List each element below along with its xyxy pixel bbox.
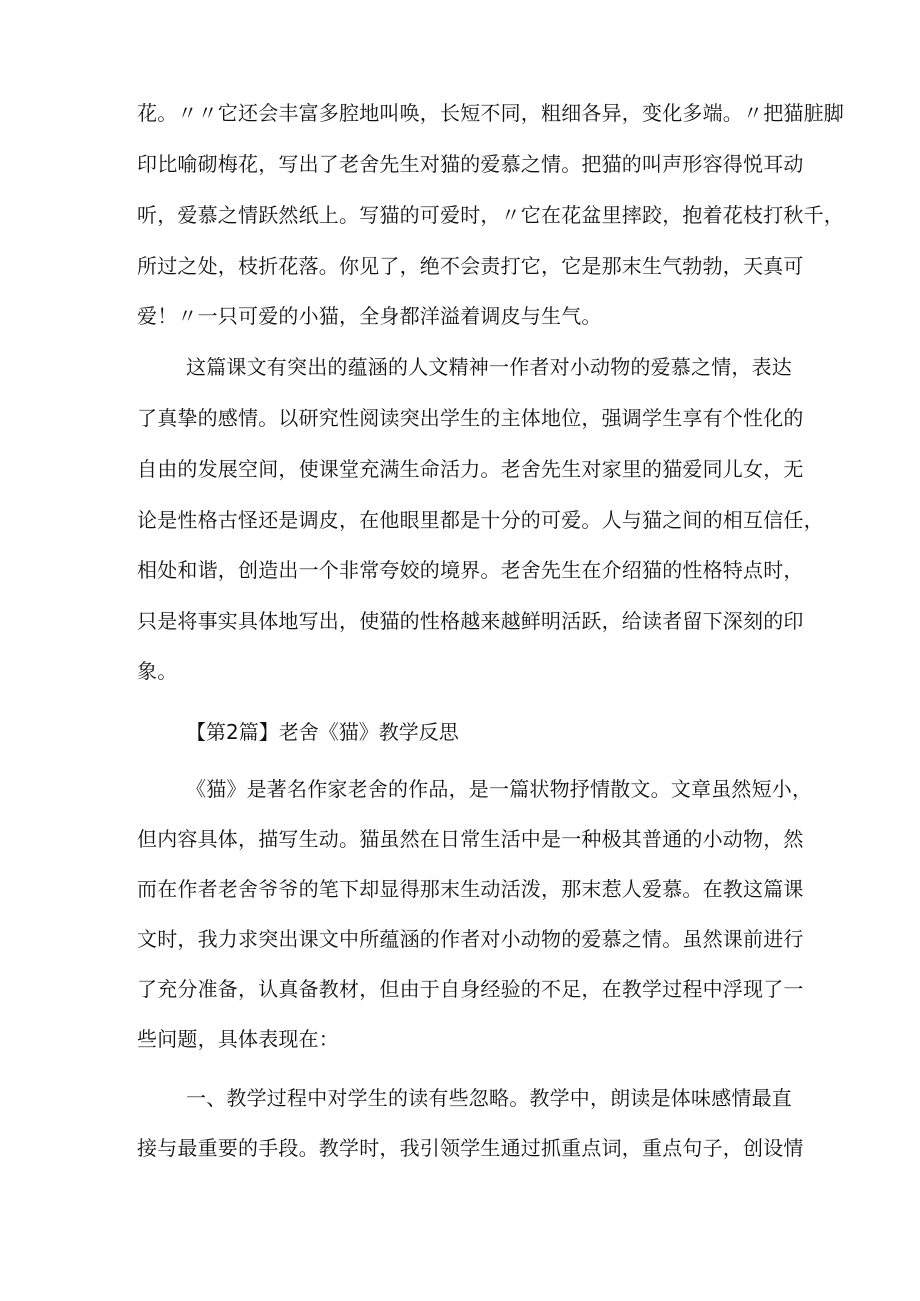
section-heading: 【第2篇】老舍《猫》教学反思 — [186, 720, 459, 744]
paragraph-1-line-3: 听，爱慕之情跃然纸上。写猫的可爱时，〃它在花盆里摔跤，抱着花枝打秋千， — [137, 203, 844, 227]
paragraph-1-line-2: 印比喻砌梅花，写出了老舍先生对猫的爱慕之情。把猫的叫声形容得悦耳动 — [137, 152, 804, 176]
paragraph-2-line-7: 象。 — [137, 659, 178, 683]
paragraph-1-line-1: 花。〃〃它还会丰富多腔地叫唤，长短不同，粗细各异，变化多端。〃把猫脏脚 — [137, 101, 844, 125]
paragraph-4-line-1: 一、教学过程中对学生的读有些忽略。教学中，朗读是体味感情最直 — [186, 1086, 792, 1110]
paragraph-3-line-5: 了充分准备，认真备教材，但由于自身经验的不足，在教学过程中浮现了一 — [137, 977, 804, 1001]
paragraph-2-line-1: 这篇课文有突出的蕴涵的人文精神一作者对小动物的爱慕之情，表达 — [186, 355, 792, 379]
paragraph-2-line-5: 相处和谐，创造出一个非常夸姣的境界。老舍先生在介绍猫的性格特点时， — [137, 558, 804, 582]
paragraph-3-line-1: 《猫》是著名作家老舍的作品，是一篇状物抒情散文。文章虽然短小， — [186, 777, 813, 801]
paragraph-1-line-4: 所过之处，枝折花落。你见了，绝不会责打它，它是那末生气勃勃，天真可 — [137, 254, 804, 278]
paragraph-2-line-6: 只是将事实具体地写出，使猫的性格越来越鲜明活跃，给读者留下深刻的印 — [137, 609, 804, 633]
paragraph-4-line-2: 接与最重要的手段。教学时，我引领学生通过抓重点词，重点句子，创设情 — [137, 1136, 804, 1160]
paragraph-3-line-6: 些问题，具体表现在： — [137, 1027, 339, 1051]
paragraph-1-line-5: 爱！〃一只可爱的小猫，全身都洋溢着调皮与生气。 — [137, 304, 602, 328]
paragraph-2-line-4: 论是性格古怪还是调皮，在他眼里都是十分的可爱。人与猫之间的相互信任， — [137, 508, 824, 532]
paragraph-3-line-2: 但内容具体，描写生动。猫虽然在日常生活中是一种极其普通的小动物，然 — [137, 827, 804, 851]
paragraph-2-line-2: 了真挚的感情。以研究性阅读突出学生的主体地位，强调学生享有个性化的 — [137, 406, 804, 430]
paragraph-2-line-3: 自由的发展空间，使课堂充满生命活力。老舍先生对家里的猫爱同儿女，无 — [137, 457, 804, 481]
paragraph-3-line-4: 文时，我力求突出课文中所蕴涵的作者对小动物的爱慕之情。虽然课前进行 — [137, 927, 804, 951]
paragraph-3-line-3: 而在作者老舍爷爷的笔下却显得那末生动活泼，那末惹人爱慕。在教这篇课 — [137, 877, 804, 901]
